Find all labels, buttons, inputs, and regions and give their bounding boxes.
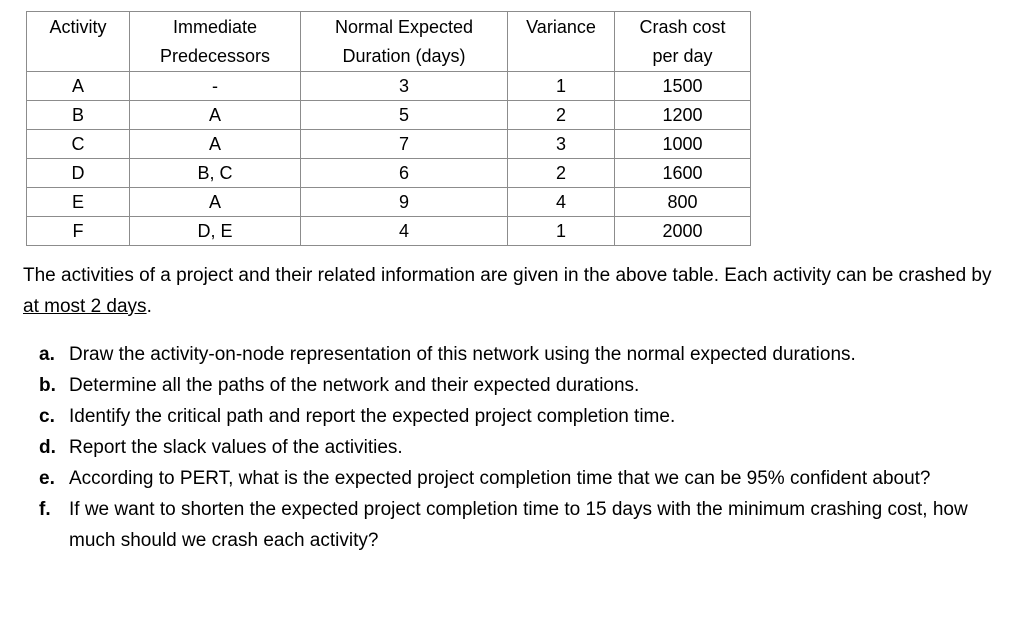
question-letter: a. bbox=[39, 344, 55, 365]
cell-predecessors: A bbox=[130, 101, 301, 130]
cell-duration: 7 bbox=[301, 130, 508, 159]
table-row bbox=[27, 159, 751, 188]
cell-crash-cost: 1500 bbox=[615, 72, 751, 101]
cell-variance: 1 bbox=[508, 217, 615, 246]
question-text: Determine all the paths of the network and their expected durations. bbox=[69, 375, 640, 396]
cell-activity: E bbox=[27, 188, 130, 217]
cell-crash-cost: 1200 bbox=[615, 101, 751, 130]
cell-activity: C bbox=[27, 130, 130, 159]
cell-crash-cost: 800 bbox=[615, 188, 751, 217]
header-duration-line-2: Duration (days) bbox=[342, 46, 466, 66]
cell-variance: 1 bbox=[508, 72, 615, 101]
header-predecessors-line-1: Immediate bbox=[172, 17, 258, 37]
question-letter: d. bbox=[39, 437, 56, 458]
cell-predecessors: A bbox=[130, 130, 301, 159]
table-row bbox=[27, 188, 751, 217]
cell-activity: B bbox=[27, 101, 130, 130]
question-text: According to PERT, what is the expected project completion time that we can be 95% confident about? bbox=[69, 468, 931, 489]
cell-crash-cost: 1600 bbox=[615, 159, 751, 188]
cell-activity: D bbox=[27, 159, 130, 188]
table-row bbox=[27, 217, 751, 246]
question-item bbox=[39, 463, 999, 494]
cell-duration: 5 bbox=[301, 101, 508, 130]
cell-activity: F bbox=[27, 217, 130, 246]
cell-duration: 4 bbox=[301, 217, 508, 246]
question-text: Draw the activity-on-node representation of this network using the normal expected durations. bbox=[69, 344, 856, 365]
header-activity bbox=[27, 12, 130, 72]
question-letter: f. bbox=[39, 499, 51, 520]
cell-duration: 9 bbox=[301, 188, 508, 217]
intro-text: The activities of a project and their related information are given in the above table. Each activity can be crashed by bbox=[23, 265, 992, 286]
cell-crash-cost: 2000 bbox=[615, 217, 751, 246]
cell-duration: 3 bbox=[301, 72, 508, 101]
activity-table bbox=[26, 11, 751, 246]
question-text: Report the slack values of the activities. bbox=[69, 437, 403, 458]
question-list bbox=[39, 339, 999, 556]
question-text: Identify the critical path and report the expected project completion time. bbox=[69, 406, 676, 427]
question-item bbox=[39, 401, 999, 432]
intro-text-end: . bbox=[146, 296, 152, 317]
header-predecessors-line-2: Predecessors bbox=[159, 46, 271, 66]
cell-variance: 2 bbox=[508, 101, 615, 130]
cell-predecessors: - bbox=[130, 72, 301, 101]
question-item bbox=[39, 339, 999, 370]
question-item bbox=[39, 432, 999, 463]
cell-duration: 6 bbox=[301, 159, 508, 188]
cell-variance: 3 bbox=[508, 130, 615, 159]
cell-variance: 4 bbox=[508, 188, 615, 217]
cell-crash-cost: 1000 bbox=[615, 130, 751, 159]
intro-paragraph bbox=[23, 260, 998, 322]
header-variance bbox=[508, 12, 615, 72]
question-item bbox=[39, 370, 999, 401]
header-variance-line: Variance bbox=[526, 17, 596, 37]
question-letter: b. bbox=[39, 375, 56, 396]
cell-predecessors: A bbox=[130, 188, 301, 217]
header-duration-line-1: Normal Expected bbox=[334, 17, 474, 37]
table-row bbox=[27, 130, 751, 159]
question-item bbox=[39, 494, 999, 556]
cell-predecessors: D, E bbox=[130, 217, 301, 246]
header-crash-cost bbox=[615, 12, 751, 72]
intro-underlined-text: at most 2 days bbox=[23, 296, 147, 317]
table-row bbox=[27, 101, 751, 130]
cell-activity: A bbox=[27, 72, 130, 101]
table-header-row bbox=[27, 12, 751, 72]
header-activity-line: Activity bbox=[49, 17, 107, 37]
question-text: If we want to shorten the expected project completion time to 15 days with the minimum crashing cost, how much should we crash each activity? bbox=[69, 499, 968, 551]
table-row bbox=[27, 72, 751, 101]
cell-predecessors: B, C bbox=[130, 159, 301, 188]
header-duration bbox=[301, 12, 508, 72]
header-crash-cost-line-2: per day bbox=[652, 46, 713, 66]
header-predecessors bbox=[130, 12, 301, 72]
cell-variance: 2 bbox=[508, 159, 615, 188]
question-letter: e. bbox=[39, 468, 55, 489]
header-crash-cost-line-1: Crash cost bbox=[639, 17, 726, 37]
question-letter: c. bbox=[39, 406, 55, 427]
